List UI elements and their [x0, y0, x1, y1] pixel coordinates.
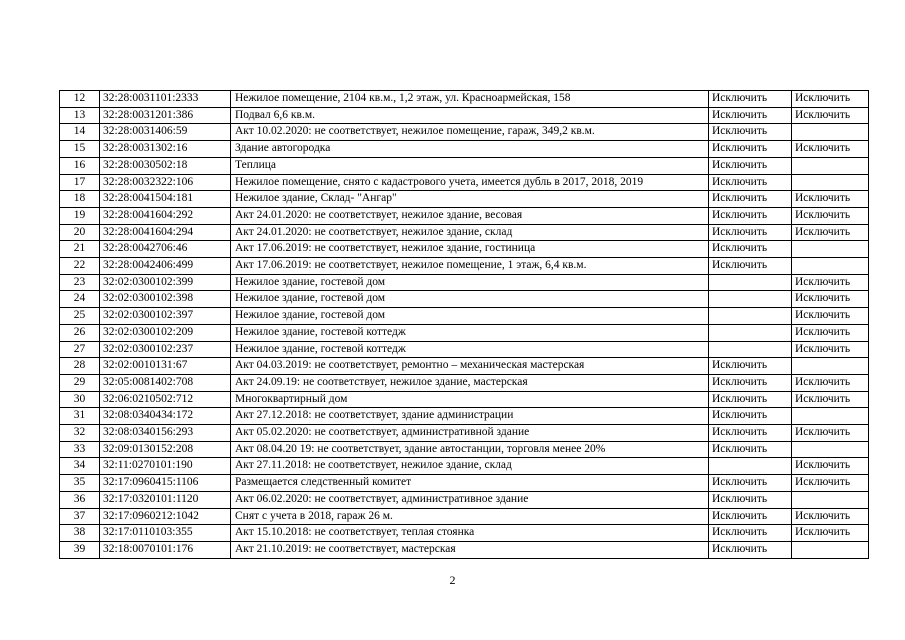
action-cell-2: Исключить: [792, 191, 869, 208]
cadastral-number-cell: 32:28:0042406:499: [100, 258, 231, 275]
table-row: [60, 458, 869, 475]
description-cell: Нежилое помещение, 2104 кв.м., 1,2 этаж, ул. Красноармейская, 158: [231, 91, 709, 108]
row-number-cell: 26: [60, 324, 100, 341]
action-cell-1: Исключить: [709, 207, 792, 224]
cadastral-number-cell: 32:09:0130152:208: [100, 441, 231, 458]
action-cell-1: Исключить: [709, 91, 792, 108]
row-number-cell: 16: [60, 157, 100, 174]
action-cell-1: Исключить: [709, 241, 792, 258]
table-row: [60, 274, 869, 291]
action-cell-1: Исключить: [709, 408, 792, 425]
row-number-cell: 35: [60, 475, 100, 492]
description-cell: Акт 08.04.20 19: не соответствует, здание автостанции, торговля менее 20%: [231, 441, 709, 458]
description-cell: Акт 27.11.2018: не соответствует, нежилое здание, склад: [231, 458, 709, 475]
cadastral-number-cell: 32:02:0300102:399: [100, 274, 231, 291]
cadastral-number-cell: 32:05:0081402:708: [100, 374, 231, 391]
cadastral-number-cell: 32:28:0041604:294: [100, 224, 231, 241]
row-number-cell: 21: [60, 241, 100, 258]
action-cell-2: [792, 124, 869, 141]
action-cell-1: Исключить: [709, 191, 792, 208]
cadastral-number-cell: 32:17:0110103:355: [100, 525, 231, 542]
row-number-cell: 28: [60, 358, 100, 375]
row-number-cell: 34: [60, 458, 100, 475]
cadastral-number-cell: 32:02:0010131:67: [100, 358, 231, 375]
cadastral-number-cell: 32:02:0300102:398: [100, 291, 231, 308]
table-row: [60, 124, 869, 141]
table-row: [60, 141, 869, 158]
action-cell-2: [792, 174, 869, 191]
action-cell-1: Исключить: [709, 157, 792, 174]
description-cell: Акт 06.02.2020: не соответствует, административное здание: [231, 491, 709, 508]
row-number-cell: 33: [60, 441, 100, 458]
description-cell: Нежилое здание, гостевой дом: [231, 291, 709, 308]
description-cell: Акт 17.06.2019: не соответствует, нежилое здание, гостиница: [231, 241, 709, 258]
action-cell-2: Исключить: [792, 475, 869, 492]
row-number-cell: 31: [60, 408, 100, 425]
row-number-cell: 27: [60, 341, 100, 358]
row-number-cell: 38: [60, 525, 100, 542]
action-cell-1: Исключить: [709, 491, 792, 508]
cadastral-number-cell: 32:02:0300102:237: [100, 341, 231, 358]
cadastral-number-cell: 32:08:0340434:172: [100, 408, 231, 425]
page-number: 2: [449, 573, 456, 587]
table-row: [60, 491, 869, 508]
cadastral-number-cell: 32:17:0960415:1106: [100, 475, 231, 492]
description-cell: Многоквартирный дом: [231, 391, 709, 408]
action-cell-1: [709, 291, 792, 308]
cadastral-number-cell: 32:02:0300102:397: [100, 308, 231, 325]
cadastral-number-cell: 32:11:0270101:190: [100, 458, 231, 475]
action-cell-2: Исключить: [792, 274, 869, 291]
cadastral-number-cell: 32:28:0031302:16: [100, 141, 231, 158]
description-cell: Акт 24.09.19: не соответствует, нежилое здание, мастерская: [231, 374, 709, 391]
table-row: [60, 475, 869, 492]
description-cell: Подвал 6,6 кв.м.: [231, 107, 709, 124]
description-cell: Акт 05.02.2020: не соответствует, административной здание: [231, 425, 709, 442]
description-cell: Акт 17.06.2019: не соответствует, нежилое помещение, 1 этаж, 6,4 кв.м.: [231, 258, 709, 275]
row-number-cell: 18: [60, 191, 100, 208]
description-cell: Нежилое здание, гостевой коттедж: [231, 324, 709, 341]
cadastral-number-cell: 32:18:0070101:176: [100, 541, 231, 558]
description-cell: Здание автогородка: [231, 141, 709, 158]
action-cell-2: Исключить: [792, 458, 869, 475]
row-number-cell: 32: [60, 425, 100, 442]
cadastral-number-cell: 32:06:0210502:712: [100, 391, 231, 408]
action-cell-2: [792, 541, 869, 558]
table-row: [60, 408, 869, 425]
cadastral-number-cell: 32:28:0042706:46: [100, 241, 231, 258]
action-cell-2: [792, 408, 869, 425]
table-row: [60, 291, 869, 308]
description-cell: Акт 21.10.2019: не соответствует, мастерская: [231, 541, 709, 558]
action-cell-2: Исключить: [792, 308, 869, 325]
row-number-cell: 19: [60, 207, 100, 224]
description-cell: Акт 24.01.2020: не соответствует, нежилое здание, склад: [231, 224, 709, 241]
description-cell: Теплица: [231, 157, 709, 174]
action-cell-1: Исключить: [709, 391, 792, 408]
row-number-cell: 39: [60, 541, 100, 558]
table-row: [60, 391, 869, 408]
row-number-cell: 15: [60, 141, 100, 158]
cadastral-number-cell: 32:28:0030502:18: [100, 157, 231, 174]
cadastral-number-cell: 32:08:0340156:293: [100, 425, 231, 442]
row-number-cell: 12: [60, 91, 100, 108]
action-cell-2: Исключить: [792, 91, 869, 108]
action-cell-2: [792, 258, 869, 275]
action-cell-1: Исключить: [709, 358, 792, 375]
row-number-cell: 14: [60, 124, 100, 141]
table-row: [60, 374, 869, 391]
action-cell-1: [709, 308, 792, 325]
cadastral-number-cell: 32:28:0031201:386: [100, 107, 231, 124]
action-cell-2: Исключить: [792, 141, 869, 158]
action-cell-2: Исключить: [792, 525, 869, 542]
table-row: [60, 541, 869, 558]
table-row: [60, 324, 869, 341]
action-cell-2: Исключить: [792, 324, 869, 341]
table-row: [60, 341, 869, 358]
description-cell: Нежилое помещение, снято с кадастрового учета, имеется дубль в 2017, 2018, 2019: [231, 174, 709, 191]
description-cell: Акт 04.03.2019: не соответствует, ремонтно – механическая мастерская: [231, 358, 709, 375]
table-row: [60, 425, 869, 442]
row-number-cell: 22: [60, 258, 100, 275]
description-cell: Акт 10.02.2020: не соответствует, нежилое помещение, гараж, 349,2 кв.м.: [231, 124, 709, 141]
action-cell-1: Исключить: [709, 258, 792, 275]
action-cell-1: Исключить: [709, 441, 792, 458]
action-cell-1: Исключить: [709, 508, 792, 525]
cadastral-number-cell: 32:28:0031406:59: [100, 124, 231, 141]
row-number-cell: 24: [60, 291, 100, 308]
description-cell: Нежилое здание, гостевой дом: [231, 274, 709, 291]
table-row: [60, 308, 869, 325]
action-cell-1: Исключить: [709, 475, 792, 492]
table-body: [60, 91, 869, 559]
action-cell-1: [709, 324, 792, 341]
action-cell-1: [709, 458, 792, 475]
action-cell-2: Исключить: [792, 425, 869, 442]
table-row: [60, 174, 869, 191]
description-cell: Нежилое здание, гостевой коттедж: [231, 341, 709, 358]
table-row: [60, 224, 869, 241]
action-cell-1: [709, 274, 792, 291]
description-cell: Нежилое здание, Склад- "Ангар": [231, 191, 709, 208]
cadastral-number-cell: 32:17:0320101:1120: [100, 491, 231, 508]
action-cell-2: Исключить: [792, 374, 869, 391]
description-cell: Снят с учета в 2018, гараж 26 м.: [231, 508, 709, 525]
action-cell-2: Исключить: [792, 207, 869, 224]
property-table: [59, 90, 869, 559]
description-cell: Акт 15.10.2018: не соответствует, теплая стоянка: [231, 525, 709, 542]
description-cell: Акт 24.01.2020: не соответствует, нежилое здание, весовая: [231, 207, 709, 224]
table-row: [60, 441, 869, 458]
row-number-cell: 36: [60, 491, 100, 508]
table-row: [60, 258, 869, 275]
row-number-cell: 23: [60, 274, 100, 291]
action-cell-2: Исключить: [792, 291, 869, 308]
cadastral-number-cell: 32:02:0300102:209: [100, 324, 231, 341]
action-cell-2: Исключить: [792, 107, 869, 124]
table-row: [60, 241, 869, 258]
row-number-cell: 30: [60, 391, 100, 408]
action-cell-1: Исключить: [709, 141, 792, 158]
action-cell-2: Исключить: [792, 224, 869, 241]
table-row: [60, 525, 869, 542]
action-cell-2: [792, 157, 869, 174]
action-cell-2: [792, 491, 869, 508]
action-cell-2: Исключить: [792, 391, 869, 408]
action-cell-1: Исключить: [709, 174, 792, 191]
table-row: [60, 107, 869, 124]
table-row: [60, 157, 869, 174]
action-cell-1: Исключить: [709, 224, 792, 241]
action-cell-1: Исключить: [709, 374, 792, 391]
table-row: [60, 508, 869, 525]
action-cell-2: Исключить: [792, 341, 869, 358]
action-cell-2: [792, 241, 869, 258]
description-cell: Размещается следственный комитет: [231, 475, 709, 492]
action-cell-1: Исключить: [709, 124, 792, 141]
row-number-cell: 37: [60, 508, 100, 525]
table-row: [60, 191, 869, 208]
row-number-cell: 17: [60, 174, 100, 191]
action-cell-1: [709, 341, 792, 358]
row-number-cell: 20: [60, 224, 100, 241]
action-cell-1: Исключить: [709, 425, 792, 442]
description-cell: Акт 27.12.2018: не соответствует, здание администрации: [231, 408, 709, 425]
table-row: [60, 358, 869, 375]
action-cell-2: [792, 358, 869, 375]
row-number-cell: 13: [60, 107, 100, 124]
action-cell-1: Исключить: [709, 525, 792, 542]
action-cell-1: Исключить: [709, 541, 792, 558]
table-row: [60, 207, 869, 224]
cadastral-number-cell: 32:28:0031101:2333: [100, 91, 231, 108]
row-number-cell: 25: [60, 308, 100, 325]
action-cell-1: Исключить: [709, 107, 792, 124]
action-cell-2: Исключить: [792, 508, 869, 525]
description-cell: Нежилое здание, гостевой дом: [231, 308, 709, 325]
row-number-cell: 29: [60, 374, 100, 391]
table-row: [60, 91, 869, 108]
cadastral-number-cell: 32:28:0041504:181: [100, 191, 231, 208]
cadastral-number-cell: 32:17:0960212:1042: [100, 508, 231, 525]
cadastral-number-cell: 32:28:0041604:292: [100, 207, 231, 224]
cadastral-number-cell: 32:28:0032322:106: [100, 174, 231, 191]
action-cell-2: [792, 441, 869, 458]
